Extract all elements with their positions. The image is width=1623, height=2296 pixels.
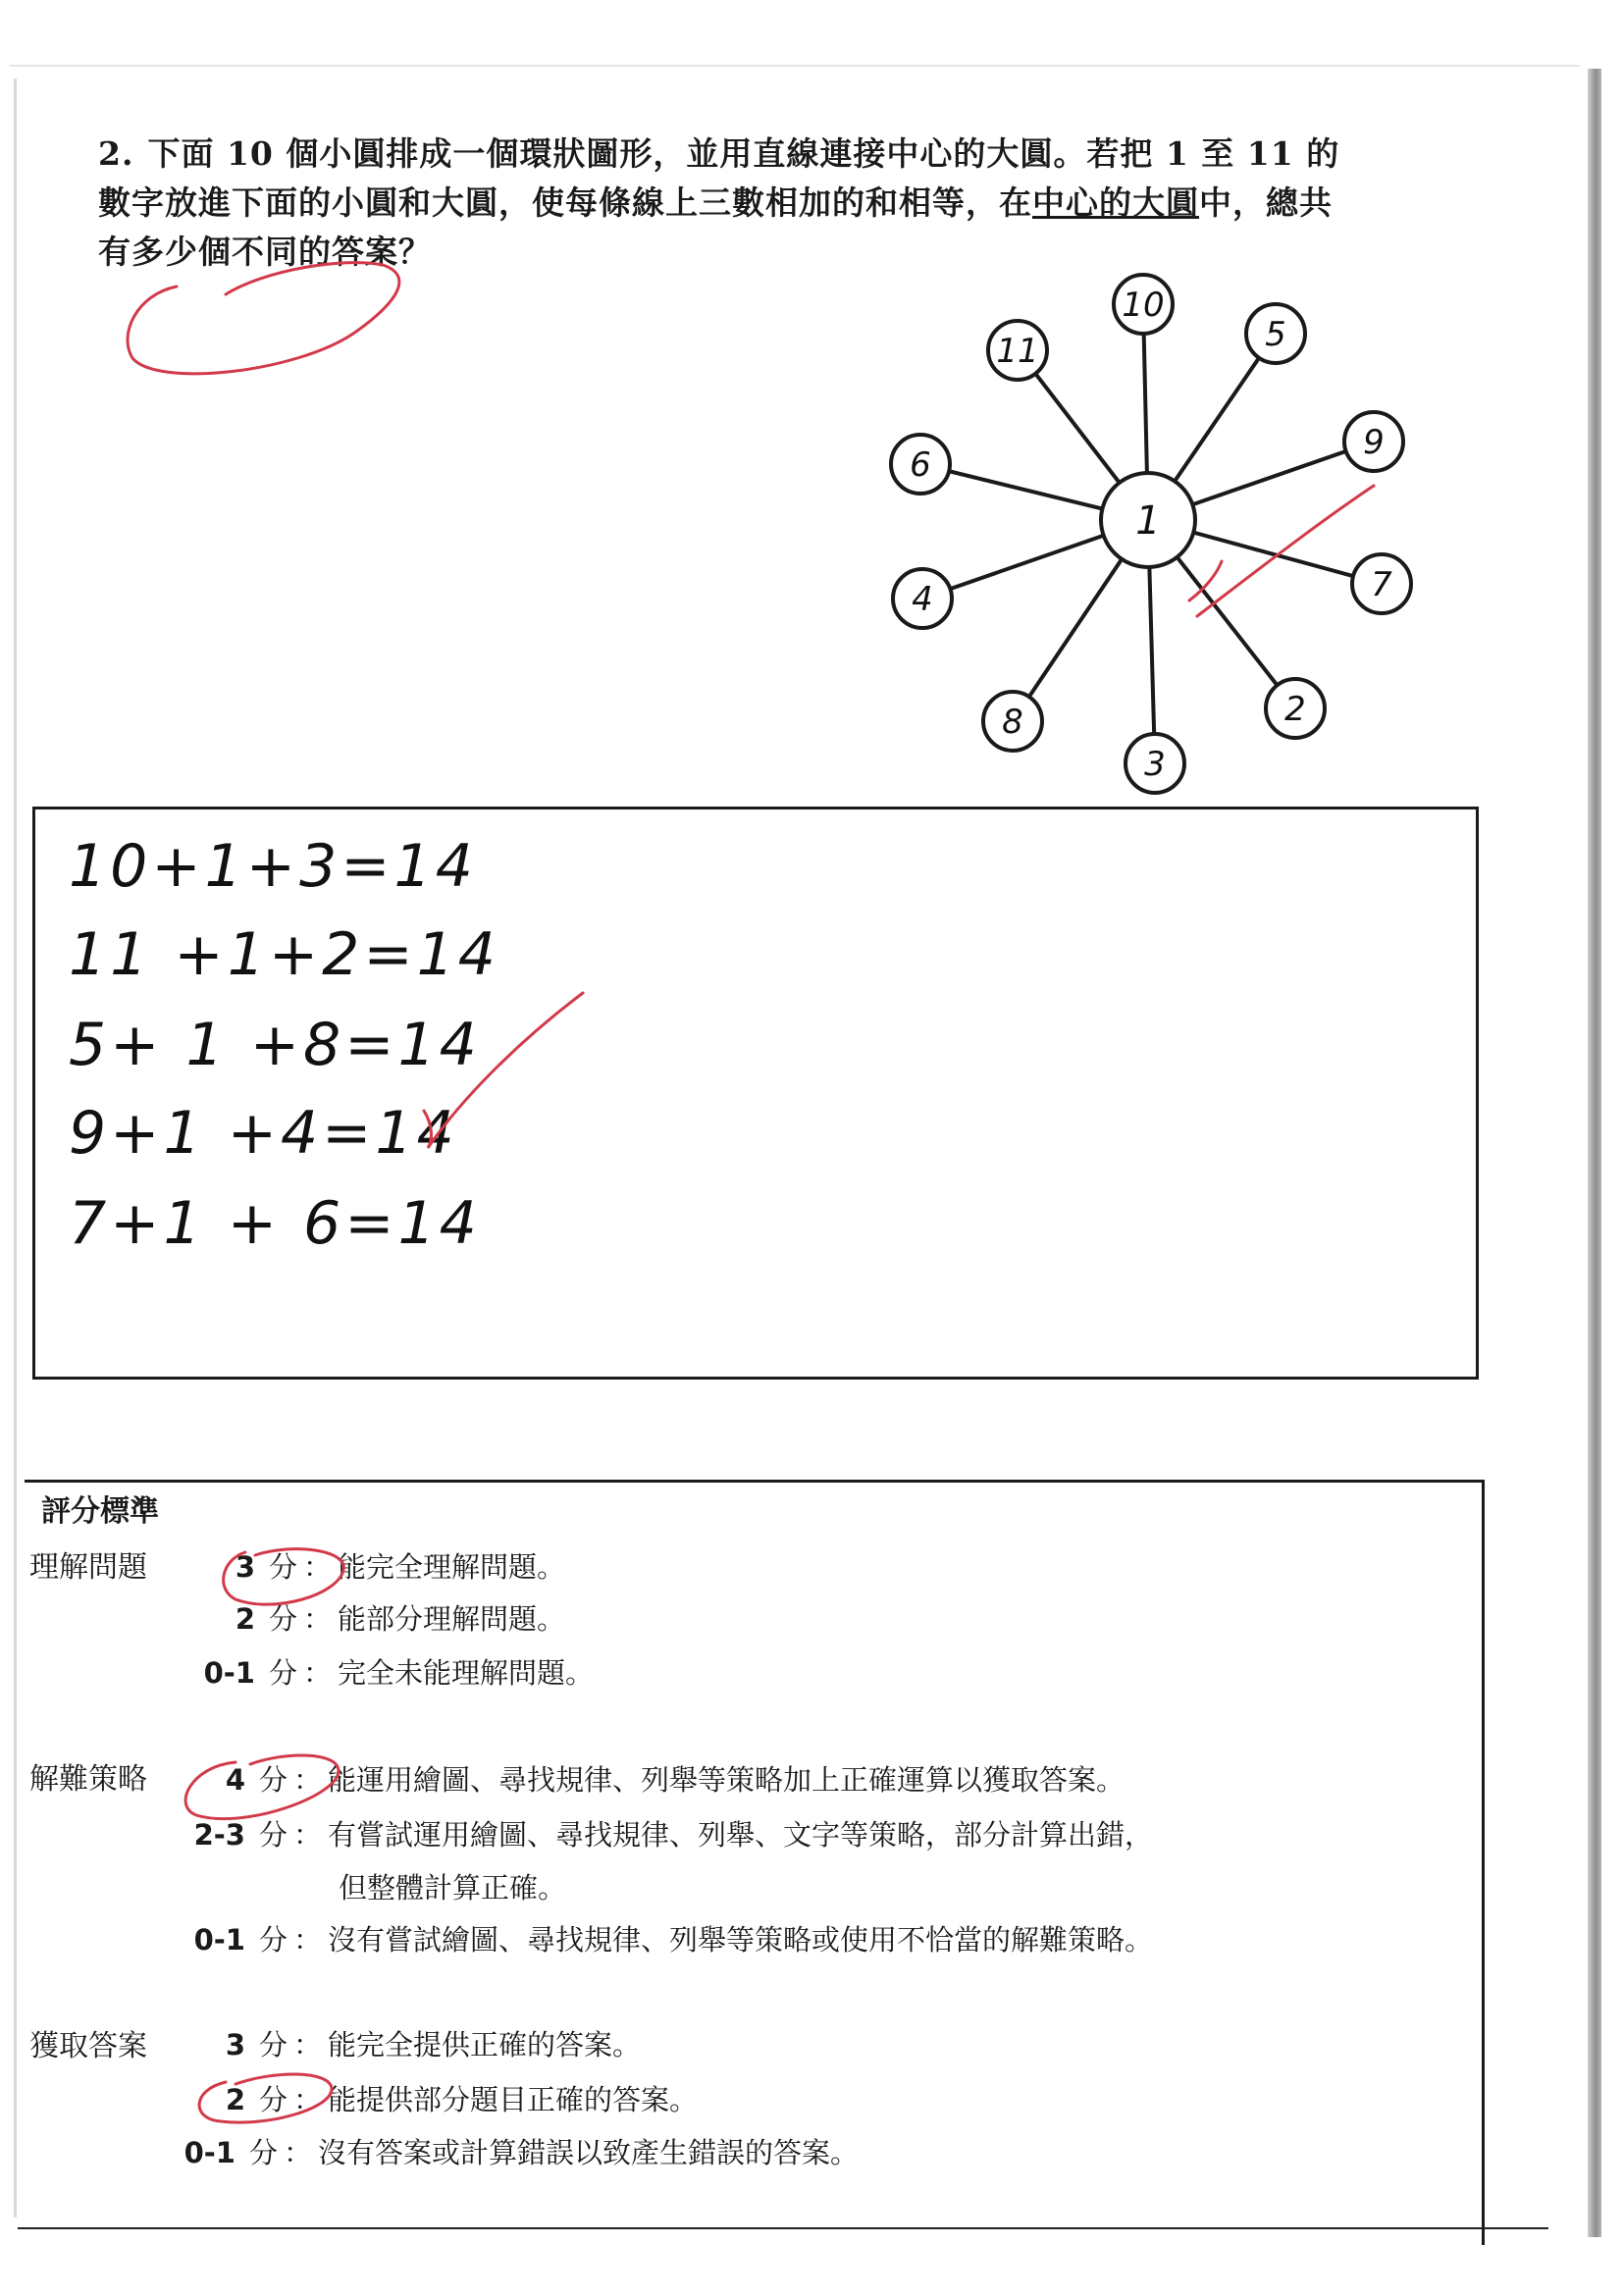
question-line-1-text: 下面 10 個小圓排成一個環狀圖形，並用直線連接中心的大圓。若把 1 至 11 的 xyxy=(147,134,1340,173)
score-description: 能提供部分題目正確的答案。 xyxy=(328,2083,699,2116)
score-description: 能完全提供正確的答案。 xyxy=(328,2028,642,2061)
outer-circle-number: 5 xyxy=(1265,315,1286,354)
outer-circle-number: 7 xyxy=(1371,565,1392,604)
score-unit: 分 xyxy=(269,1550,298,1584)
outer-circle-number: 3 xyxy=(1144,745,1166,784)
score-description: 能運用繪圖、尋找規律、列舉等策略加上正確運算以獲取答案。 xyxy=(328,1763,1126,1797)
question-line-3: 有多少個不同的答案？ xyxy=(98,233,432,271)
question-underlined-phrase: 中心的大圓 xyxy=(1032,183,1199,222)
rubric-row: 3 分 ： 能完全理解問題。 xyxy=(108,1545,565,1586)
question-line-2-pre: 數字放進下面的小圓和大圓，使每條線上三數相加的和相等，在 xyxy=(98,183,1032,222)
score-description: 沒有答案或計算錯誤以致產生錯誤的答案。 xyxy=(318,2136,860,2169)
outer-circle-number: 6 xyxy=(910,445,931,485)
outer-circle-number: 11 xyxy=(996,332,1039,371)
score-value: 4 xyxy=(225,1763,245,1797)
score-value: 0-1 xyxy=(193,1923,245,1957)
rubric-category-understanding: 理解問題 xyxy=(29,1550,147,1585)
score-unit: 分 xyxy=(259,1818,288,1852)
page-edge-left xyxy=(14,78,17,2218)
rubric-row: 4 分 ： 能運用繪圖、尋找規律、列舉等策略加上正確運算以獲取答案。 xyxy=(98,1758,1125,1799)
page-edge-right xyxy=(1588,69,1601,2237)
question-line-1 xyxy=(98,130,1482,179)
score-unit: 分 xyxy=(259,2083,288,2116)
rubric-box xyxy=(25,1480,1485,2245)
page-edge-top xyxy=(10,65,1580,67)
rubric-row: 2 分 ： 能部分理解問題。 xyxy=(108,1597,565,1638)
score-value: 3 xyxy=(235,1550,255,1584)
outer-circle-number: 8 xyxy=(1002,703,1023,742)
rubric-row: 2 分 ： 能提供部分題目正確的答案。 xyxy=(98,2078,698,2118)
red-ellipse-question-mark xyxy=(128,263,399,374)
answer-line-2: 11 +1+2=14 xyxy=(69,920,499,989)
score-unit: 分 xyxy=(249,2136,279,2169)
score-unit: 分 xyxy=(269,1656,298,1690)
score-unit: 分 xyxy=(259,2028,288,2061)
rubric-row: 0-1 分 ： 沒有嘗試繪圖、尋找規律、列舉等策略或使用不恰當的解難策略。 xyxy=(98,1918,1153,1958)
score-unit: 分 xyxy=(269,1602,298,1636)
rubric-category-answer: 獲取答案 xyxy=(29,2029,147,2063)
rubric-title: 評分標準 xyxy=(41,1494,159,1529)
score-value: 2 xyxy=(235,1602,255,1636)
score-value: 0-1 xyxy=(183,2136,236,2169)
question-line-2 xyxy=(98,179,1482,228)
answer-line-5: 7+1 + 6=14 xyxy=(69,1189,481,1258)
rubric-category-strategy: 解難策略 xyxy=(29,1762,147,1797)
score-unit: 分 xyxy=(259,1763,288,1797)
circle-diagram xyxy=(864,255,1452,805)
score-unit: 分 xyxy=(259,1923,288,1957)
rubric-row: 3 分 ： 能完全提供正確的答案。 xyxy=(98,2023,641,2063)
rubric-row: 0-1 分 ： 沒有答案或計算錯誤以致產生錯誤的答案。 xyxy=(88,2131,859,2171)
outer-circle-number: 2 xyxy=(1284,690,1306,729)
score-value: 0-1 xyxy=(203,1656,255,1690)
score-value: 2 xyxy=(225,2083,245,2116)
score-description: 有嘗試運用繪圖、尋找規律、列舉、文字等策略，部分計算出錯， xyxy=(328,1818,1154,1852)
outer-circle-number: 9 xyxy=(1363,423,1385,462)
center-circle-number: 1 xyxy=(1135,498,1161,544)
question-number: 2. xyxy=(98,134,134,173)
page-bottom-rule xyxy=(18,2227,1548,2229)
outer-circle-number: 10 xyxy=(1122,286,1165,325)
score-description: 沒有嘗試繪圖、尋找規律、列舉等策略或使用不恰當的解難策略。 xyxy=(328,1923,1154,1957)
score-description: 能部分理解問題。 xyxy=(338,1602,566,1636)
score-description: 完全未能理解問題。 xyxy=(338,1656,595,1690)
score-value: 3 xyxy=(225,2028,245,2061)
score-description-continued: 但整體計算正確。 xyxy=(339,1871,567,1905)
answer-line-1: 10+1+3=14 xyxy=(69,832,477,901)
center-circle xyxy=(1101,473,1195,567)
score-value: 2-3 xyxy=(193,1818,245,1852)
answer-line-3: 5+ 1 +8=14 xyxy=(69,1011,481,1079)
question-line-2-post: 中，總共 xyxy=(1199,183,1333,222)
rubric-row: 2-3 分 ： 有嘗試運用繪圖、尋找規律、列舉、文字等策略，部分計算出錯， xyxy=(98,1813,1153,1853)
answer-line-4: 9+1 +4=14 xyxy=(69,1099,458,1168)
outer-circle-number: 4 xyxy=(912,580,933,619)
rubric-row: 0-1 分 ： 完全未能理解問題。 xyxy=(108,1651,594,1692)
score-description: 能完全理解問題。 xyxy=(338,1550,566,1584)
